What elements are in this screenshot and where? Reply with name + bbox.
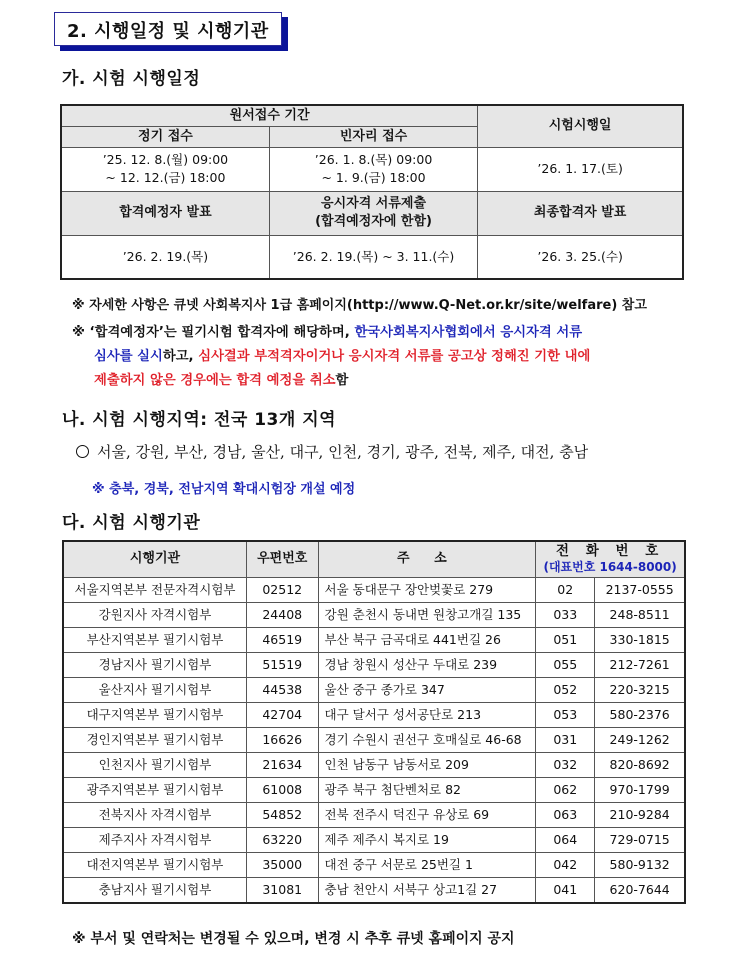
table-row (63, 702, 685, 727)
area-code-cell: 064 (536, 827, 595, 852)
table-row (63, 777, 685, 802)
table-row (63, 752, 685, 777)
area-code-cell: 041 (536, 877, 595, 903)
vacancy-period-start: ’26. 1. 8.(목) 09:00 (314, 152, 433, 167)
prelim-header: 합격예정자 발표 (61, 191, 269, 235)
area-code-cell: 053 (536, 702, 595, 727)
address-cell: 경기 수원시 권선구 호매실로 46-68 (318, 727, 536, 752)
circle-bullet-icon (76, 445, 89, 458)
phone-number-cell: 210-9284 (595, 802, 685, 827)
schedule-heading: 가. 시험 시행일정 (62, 69, 201, 89)
zip-cell: 35000 (246, 852, 318, 877)
table-row (63, 852, 685, 877)
address-cell: 광주 북구 첨단벤처로 82 (318, 777, 536, 802)
table-row (63, 727, 685, 752)
area-code-cell: 055 (536, 652, 595, 677)
table-row (63, 677, 685, 702)
table-row (63, 602, 685, 627)
address-cell: 대구 달서구 성서공단로 213 (318, 702, 536, 727)
note-prelim (72, 321, 692, 393)
note-prelim-text-3: 함 (335, 373, 349, 388)
phone-number-cell: 970-1799 (595, 777, 685, 802)
section-title-box (54, 12, 282, 46)
area-code-cell: 02 (536, 577, 595, 602)
docs-header-line1: 응시자격 서류제출 (321, 196, 427, 211)
zip-cell: 31081 (246, 877, 318, 903)
zip-cell: 54852 (246, 802, 318, 827)
phone-number-cell: 620-7644 (595, 877, 685, 903)
agency-cell: 부산지역본부 필기시험부 (63, 627, 246, 652)
note-prelim-text-2: 하고, (162, 349, 199, 364)
docs-header-line2: (합격예정자에 한함) (315, 214, 432, 229)
zip-cell: 21634 (246, 752, 318, 777)
address-cell: 인천 남동구 남동서로 209 (318, 752, 536, 777)
agencies-table (62, 540, 686, 904)
regular-period-end: ~ 12. 12.(금) 18:00 (105, 170, 226, 185)
regions-note: ※ 충북, 경북, 전남지역 확대시험장 개설 예정 (92, 482, 356, 497)
zip-cell: 24408 (246, 602, 318, 627)
zip-cell: 42704 (246, 702, 318, 727)
zip-cell: 02512 (246, 577, 318, 602)
zip-cell: 63220 (246, 827, 318, 852)
area-code-cell: 042 (536, 852, 595, 877)
address-cell: 강원 춘천시 동내면 원창고개길 135 (318, 602, 536, 627)
agency-cell: 울산지사 필기시험부 (63, 677, 246, 702)
agency-cell: 제주지사 자격시험부 (63, 827, 246, 852)
phone-number-cell: 249-1262 (595, 727, 685, 752)
phone-number-cell: 220-3215 (595, 677, 685, 702)
vacancy-period (269, 147, 477, 191)
area-code-cell: 052 (536, 677, 595, 702)
exam-date-header: 시험시행일 (478, 105, 683, 147)
address-cell: 전북 전주시 덕진구 유상로 69 (318, 802, 536, 827)
vacancy-header: 빈자리 접수 (269, 126, 477, 147)
phone-number-cell: 248-8511 (595, 602, 685, 627)
agency-cell: 경인지역본부 필기시험부 (63, 727, 246, 752)
zip-cell: 51519 (246, 652, 318, 677)
address-cell: 충남 천안시 서북구 상고1길 27 (318, 877, 536, 903)
zip-cell: 16626 (246, 727, 318, 752)
agency-cell: 전북지사 자격시험부 (63, 802, 246, 827)
area-code-cell: 032 (536, 752, 595, 777)
regions-list: 서울, 강원, 부산, 경남, 울산, 대구, 인천, 경기, 광주, 전북, 제주, 대전, 충남 (97, 443, 589, 461)
area-code-cell: 063 (536, 802, 595, 827)
address-header: 주 소 (318, 541, 536, 577)
phone-number-cell: 580-9132 (595, 852, 685, 877)
agency-cell: 경남지사 필기시험부 (63, 652, 246, 677)
docs-header (269, 191, 477, 235)
agency-cell: 서울지역본부 전문자격시험부 (63, 577, 246, 602)
area-code-cell: 031 (536, 727, 595, 752)
section-title: 2. 시행일정 및 시행기관 (67, 21, 269, 42)
phone-number-cell: 729-0715 (595, 827, 685, 852)
note-prelim-red-2: 제출하지 않은 경우에는 합격 예정을 취소 (94, 373, 336, 388)
address-cell: 대전 중구 서문로 25번길 1 (318, 852, 536, 877)
address-cell: 경남 창원시 성산구 두대로 239 (318, 652, 536, 677)
regions-list-item (76, 441, 588, 462)
zip-cell: 46519 (246, 627, 318, 652)
phone-number-cell: 820-8692 (595, 752, 685, 777)
table-row (63, 577, 685, 602)
phone-number-cell: 212-7261 (595, 652, 685, 677)
table-row (63, 652, 685, 677)
table-row (63, 827, 685, 852)
phone-header-title: 전 화 번 호 (555, 543, 665, 560)
final-date: ’26. 3. 25.(수) (478, 235, 683, 279)
prelim-date: ’26. 2. 19.(목) (61, 235, 269, 279)
footer-note: ※ 부서 및 연락처는 변경될 수 있으며, 변경 시 추후 큐넷 홈페이지 공지 (72, 931, 515, 947)
zip-cell: 61008 (246, 777, 318, 802)
agency-cell: 대전지역본부 필기시험부 (63, 852, 246, 877)
note-prelim-blue-2: 심사를 실시 (94, 349, 163, 364)
vacancy-period-end: ~ 1. 9.(금) 18:00 (321, 170, 426, 185)
agency-cell: 대구지역본부 필기시험부 (63, 702, 246, 727)
zip-header: 우편번호 (246, 541, 318, 577)
address-cell: 서울 동대문구 장안벚꽃로 279 (318, 577, 536, 602)
note-prelim-blue: 한국사회복지사협회에서 응시자격 서류 (354, 325, 583, 340)
agency-header: 시행기관 (63, 541, 246, 577)
phone-number-cell: 2137-0555 (595, 577, 685, 602)
area-code-cell: 051 (536, 627, 595, 652)
regular-period-start: ’25. 12. 8.(월) 09:00 (102, 152, 229, 167)
table-row (63, 627, 685, 652)
phone-header (536, 541, 685, 577)
agency-cell: 강원지사 자격시험부 (63, 602, 246, 627)
application-period-header: 원서접수 기간 (61, 105, 478, 126)
area-code-cell: 062 (536, 777, 595, 802)
regular-period (61, 147, 269, 191)
note-prelim-red: 심사결과 부적격자이거나 응시자격 서류를 공고상 정해진 기한 내에 (198, 349, 591, 364)
area-code-cell: 033 (536, 602, 595, 627)
table-row (63, 802, 685, 827)
agency-cell: 인천지사 필기시험부 (63, 752, 246, 777)
phone-number-cell: 330-1815 (595, 627, 685, 652)
phone-number-cell: 580-2376 (595, 702, 685, 727)
regions-heading: 나. 시험 시행지역: 전국 13개 지역 (62, 410, 337, 430)
address-cell: 울산 중구 종가로 347 (318, 677, 536, 702)
docs-date: ’26. 2. 19.(목) ~ 3. 11.(수) (269, 235, 477, 279)
address-cell: 부산 북구 금곡대로 441번길 26 (318, 627, 536, 652)
phone-header-main-number: (대표번호 1644-8000) (543, 560, 677, 575)
schedule-table (60, 104, 684, 280)
regular-header: 정기 접수 (61, 126, 269, 147)
exam-date: ’26. 1. 17.(토) (478, 147, 683, 191)
agency-cell: 충남지사 필기시험부 (63, 877, 246, 903)
final-header: 최종합격자 발표 (478, 191, 683, 235)
agency-cell: 광주지역본부 필기시험부 (63, 777, 246, 802)
agencies-heading: 다. 시험 시행기관 (62, 513, 201, 533)
note-homepage: ※ 자세한 사항은 큐넷 사회복지사 1급 홈페이지(http://www.Q-Net.or.kr/site/welfare) 참고 (72, 298, 647, 313)
note-prelim-text: ※ ‘합격예정자’는 필기시험 합격자에 해당하며, (72, 325, 355, 340)
table-row (63, 877, 685, 903)
zip-cell: 44538 (246, 677, 318, 702)
address-cell: 제주 제주시 복지로 19 (318, 827, 536, 852)
